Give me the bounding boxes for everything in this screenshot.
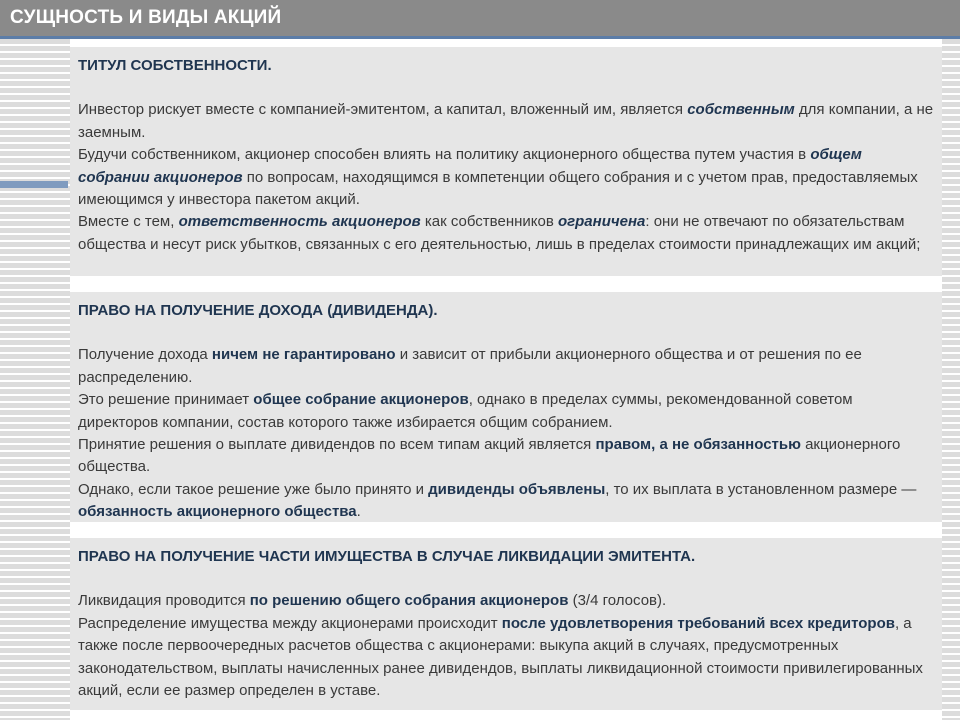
text: и зависит от прибыли акционерного общества и от решения по ее распределению. <box>78 346 862 386</box>
paragraph <box>78 389 934 434</box>
text: Принятие решения о выплате дивидендов по всем типам акций является <box>78 436 596 454</box>
bold-text <box>687 101 795 118</box>
bold-text: общее собрание акционеров <box>253 391 469 409</box>
paragraph <box>78 434 934 479</box>
text: по вопросам, находящимся в компетенции общего собрания и с учетом прав, предоставляемых имеющимся у инвестора пакетом акций. <box>78 168 918 209</box>
text: Вместе с тем, <box>78 213 179 231</box>
text: (3/4 голосов). <box>568 592 667 610</box>
paragraph <box>78 613 934 703</box>
title-bar <box>0 0 960 36</box>
bold-text: дивиденды объявлены <box>428 480 606 498</box>
section-heading: ПРАВО НА ПОЛУЧЕНИЕ ДОХОДА (ДИВИДЕНДА). <box>78 302 438 319</box>
text: : они не отвечают по обязательствам общества и несут риск убытков, связанных с его деятельностью, лишь в пределах стоимости принадлежащих им акций; <box>78 213 921 253</box>
section-ownership <box>70 47 942 276</box>
bold-text: после удовлетворения требований всех кредиторов <box>501 614 895 632</box>
text: Инвестор рискует вместе с компанией-эмитентом, а капитал, вложенный им, является <box>78 101 688 119</box>
bold-text: правом, а не обязанностью <box>595 436 801 454</box>
bold-text: обязанность акционерного общества <box>78 503 357 521</box>
text: Будучи собственником, акционер способен влиять на политику акционерного общества путем участия в <box>78 146 811 164</box>
bold-text <box>179 213 421 230</box>
text: Ликвидация проводится <box>78 592 250 610</box>
section-dividend <box>70 292 942 522</box>
italic-text: собственным <box>687 101 795 119</box>
left-stripes <box>0 39 70 720</box>
italic-text: общем собрании акционеров <box>78 146 862 186</box>
right-stripes <box>942 39 960 720</box>
paragraph <box>78 99 934 144</box>
text: , однако в пределах суммы, рекомендованной советом директоров компании, состав которого также избирается общим собранием. <box>78 391 853 431</box>
text: для компании, а не заемным. <box>78 101 934 141</box>
paragraph <box>78 479 934 524</box>
title-underline <box>0 36 960 39</box>
bold-text <box>558 213 645 230</box>
section-heading: ТИТУЛ СОБСТВЕННОСТИ. <box>78 57 272 74</box>
paragraph <box>78 590 934 612</box>
text: Получение дохода <box>78 346 212 364</box>
bold-text: ничем не гарантировано <box>211 346 396 364</box>
text: , то их выплата в установленном размере — <box>605 480 917 498</box>
bold-text: по решению общего собрания акционеров <box>249 592 569 610</box>
side-accent-bar <box>0 181 68 188</box>
slide-title: СУЩНОСТЬ И ВИДЫ АКЦИЙ <box>10 7 282 28</box>
section-heading: ПРАВО НА ПОЛУЧЕНИЕ ЧАСТИ ИМУЩЕСТВА В СЛУЧАЕ ЛИКВИДАЦИИ ЭМИТЕНТА. <box>78 548 696 565</box>
paragraph <box>78 344 934 389</box>
italic-text: ответственность акционеров <box>178 213 421 231</box>
text: акционерного общества. <box>78 436 901 476</box>
text: Распределение имущества между акционерами происходит <box>78 614 502 632</box>
text: Это решение принимает <box>78 391 254 409</box>
text: как собственников <box>420 213 558 231</box>
text: . <box>356 503 361 521</box>
paragraph <box>78 211 934 256</box>
text: Однако, если такое решение уже было принято и <box>78 480 429 498</box>
section-liquidation <box>70 538 942 710</box>
paragraph <box>78 144 934 211</box>
italic-text: ограничена <box>557 213 646 231</box>
text: , а также после первоочередных расчетов общества с акционерами: выкупа акций в случаях, предусмотренных законодательством, выплаты начисленных ранее дивидендов, выплаты ликвидационной стоимости привилегированных акций, если ее размер определен в уставе. <box>78 614 923 700</box>
